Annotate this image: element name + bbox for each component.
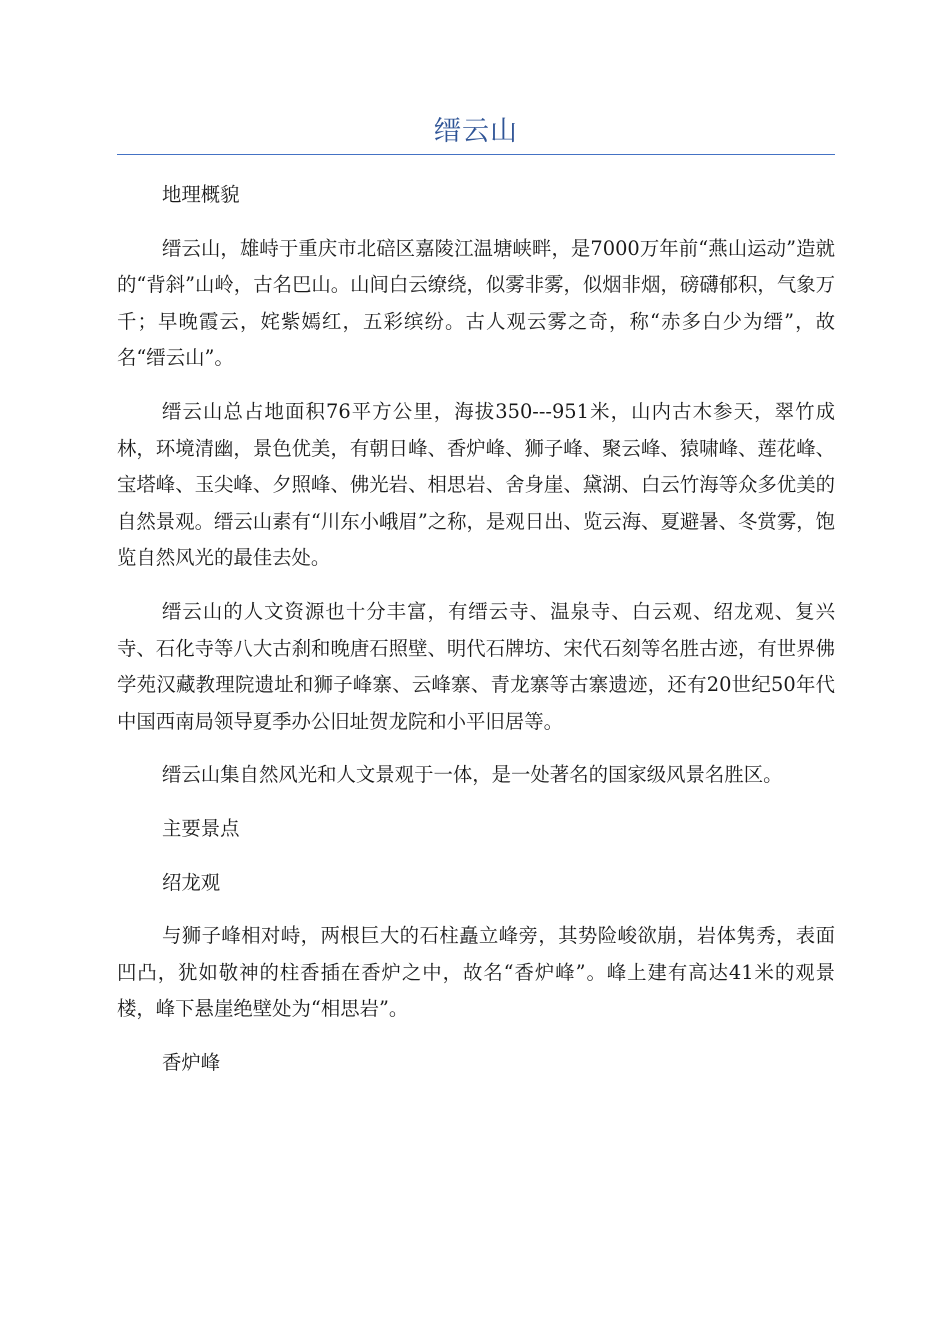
document-body [117, 177, 835, 1098]
section-heading-geography: 地理概貌 [162, 183, 240, 206]
paragraph-summary: 缙云山集自然风光和人文景观于一体，是一处著名的国家级风景名胜区。 [162, 763, 783, 787]
paragraph-xianglu-description: 与狮子峰相对峙，两根巨大的石柱矗立峰旁，其势险峻欲崩，岩体隽秀，表面凹凸，犹如敬神的柱香插在香炉之中，故名“香炉峰”。峰上建有高达41米的观景楼，峰下悬崖绝壁处为“相思岩”。 [117, 924, 835, 1021]
paragraph-area: 缙云山总占地面积76平方公里，海拔350---951米，山内古木参天，翠竹成林，环境清幽，景色优美，有朝日峰、香炉峰、狮子峰、聚云峰、猿啸峰、莲花峰、宝塔峰、玉尖峰、夕照峰、佛光岩、相思岩、舍身崖、黛湖、白云竹海等众多优美的自然景观。缙云山素有“川东小峨眉”之称，是观日出、览云海、夏避暑、冬赏雾，饱览自然风光的最佳去处。 [117, 399, 835, 570]
paragraph-overview: 缙云山，雄峙于重庆市北碚区嘉陵江温塘峡畔，是7000万年前“燕山运动”造就的“背斜”山岭，古名巴山。山间白云缭绕，似雾非雾，似烟非烟，磅礴郁积，气象万千；早晚霞云，姹紫嫣红，五彩缤纷。古人观云雾之奇，称“赤多白少为缙”，故名“缙云山”。 [117, 236, 835, 370]
subheading-xianglu: 香炉峰 [162, 1050, 221, 1074]
document-title: 缙云山 [434, 116, 518, 147]
subheading-shaolong: 绍龙观 [162, 870, 221, 894]
paragraph-culture: 缙云山的人文资源也十分丰富，有缙云寺、温泉寺、白云观、绍龙观、复兴寺、石化寺等八大古刹和晚唐石照壁、明代石牌坊、宋代石刻等名胜古迹，有世界佛学苑汉藏教理院遗址和狮子峰寨、云峰寨、青龙寨等古寨遗迹，还有20世纪50年代中国西南局领导夏季办公旧址贺龙院和小平旧居等。 [117, 599, 835, 733]
title-underline [117, 154, 835, 155]
section-heading-attractions: 主要景点 [162, 816, 240, 840]
